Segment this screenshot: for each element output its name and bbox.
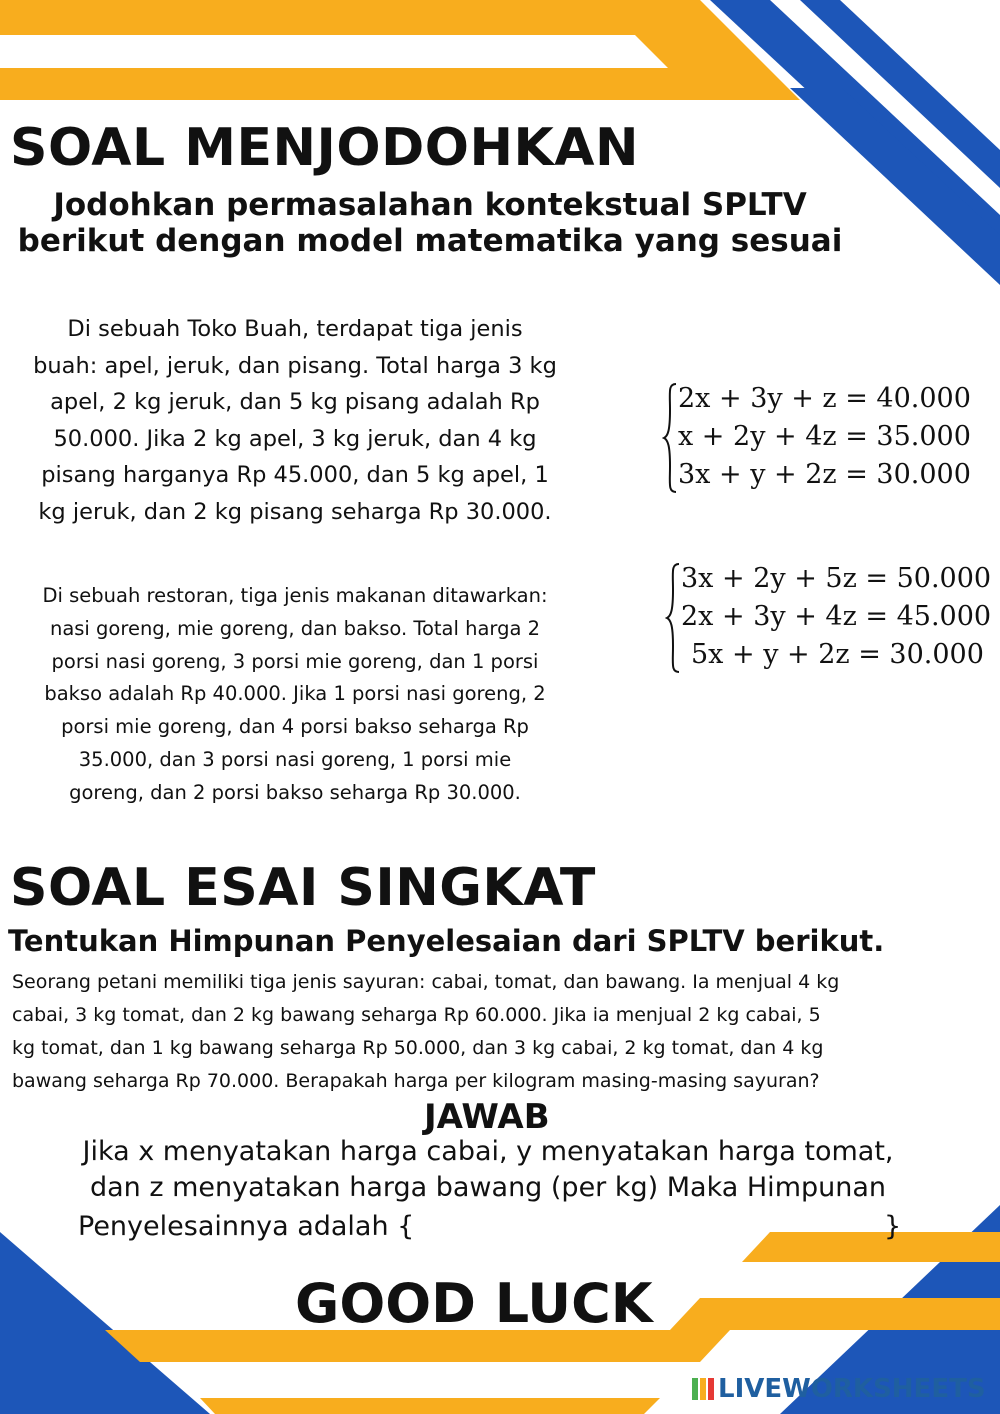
problem-line: goreng, dan 2 porsi bakso seharga Rp 30.000. [69, 780, 521, 804]
essay-problem [12, 966, 972, 1098]
problem-line: porsi nasi goreng, 3 porsi mie goreng, dan 1 porsi [51, 649, 539, 673]
top-orange-stripe-1 [0, 0, 680, 35]
essay-section-title: SOAL ESAI SINGKAT [10, 858, 596, 918]
answer-line-2: dan z menyatakan harga bawang (per kg) Maka Himpunan [89, 1172, 887, 1203]
match-system-2[interactable] [665, 560, 995, 680]
problem-line: 50.000. Jika 2 kg apel, 3 kg jeruk, dan 4 kg [53, 425, 537, 452]
system-1-equation-3: 3x + y + 2z = 30.000 [678, 459, 971, 490]
essay-problem-line: cabai, 3 kg tomat, dan 2 kg bawang seharga Rp 60.000. Jika ia menjual 2 kg cabai, 5 [12, 1004, 821, 1026]
answer-line-1: Jika x menyatakan harga cabai, y menyatakan harga tomat, [82, 1136, 894, 1167]
system-2-equation-1: 3x + 2y + 5z = 50.000 [681, 563, 992, 594]
essay-problem-line: Seorang petani memiliki tiga jenis sayuran: cabai, tomat, dan bawang. Ia menjual 4 kg [12, 971, 840, 993]
bottom-left-blue-triangle [0, 1232, 210, 1414]
match-section-title: SOAL MENJODOHKAN [10, 118, 640, 178]
match-instruction-line1: Jodohkan permasalahan kontekstual SPLTV [53, 187, 807, 223]
good-luck-text: GOOD LUCK [295, 1272, 653, 1335]
answer-close-brace: } [884, 1211, 902, 1242]
answer-input[interactable] [452, 1210, 876, 1246]
answer-line-3: Penyelesainnya adalah { [78, 1211, 415, 1242]
match-problem-2[interactable] [0, 580, 590, 810]
problem-line: pisang harganya Rp 45.000, dan 5 kg apel, 1 [41, 462, 549, 488]
bottom-orange-stripe-2 [200, 1398, 660, 1414]
system-2-equation-3: 5x + y + 2z = 30.000 [691, 639, 984, 670]
liveworksheets-brand-text: LIVEWORKSHEETS [718, 1374, 986, 1404]
problem-line: apel, 2 kg jeruk, dan 5 kg pisang adalah Rp [50, 389, 540, 415]
answer-text [0, 1134, 976, 1206]
system-1-equation-2: x + 2y + 4z = 35.000 [678, 421, 971, 452]
problem-line: bakso adalah Rp 40.000. Jika 1 porsi nasi goreng, 2 [44, 682, 546, 706]
system-1-equation-1: 2x + 3y + z = 40.000 [678, 383, 971, 414]
system-brace [662, 382, 678, 494]
match-instruction-line2: berikut dengan model matematika yang sesuai [17, 223, 843, 259]
problem-line: 35.000, dan 3 porsi nasi goreng, 1 porsi mie [78, 747, 512, 771]
answer-title: JAWAB [424, 1097, 550, 1137]
essay-problem-line: bawang seharga Rp 70.000. Berapakah harga per kilogram masing-masing sayuran? [12, 1070, 820, 1092]
system-2-equation-2: 2x + 3y + 4z = 45.000 [681, 601, 992, 632]
match-instruction [0, 187, 860, 259]
liveworksheets-logo-icon [692, 1378, 714, 1400]
liveworksheets-logo [692, 1374, 986, 1404]
problem-line: kg jeruk, dan 2 kg pisang seharga Rp 30.000. [38, 498, 552, 525]
match-problem-1[interactable] [0, 311, 590, 530]
bottom-right-orange-stripe-2 [670, 1298, 1000, 1330]
essay-problem-line: kg tomat, dan 1 kg bawang seharga Rp 50.000, dan 3 kg cabai, 2 kg tomat, dan 4 kg [12, 1037, 824, 1059]
problem-line: nasi goreng, mie goreng, dan bakso. Total harga 2 [49, 616, 541, 640]
essay-instruction: Tentukan Himpunan Penyelesaian dari SPLTV berikut. [8, 924, 885, 958]
problem-line: Di sebuah Toko Buah, terdapat tiga jenis [67, 316, 523, 342]
match-system-1[interactable] [662, 380, 992, 500]
problem-line: buah: apel, jeruk, dan pisang. Total harga 3 kg [33, 352, 557, 379]
problem-line: porsi mie goreng, dan 4 porsi bakso seharga Rp [61, 715, 529, 739]
problem-line: Di sebuah restoran, tiga jenis makanan ditawarkan: [42, 584, 548, 607]
top-orange-stripe-2 [0, 68, 758, 100]
system-brace [665, 562, 681, 674]
